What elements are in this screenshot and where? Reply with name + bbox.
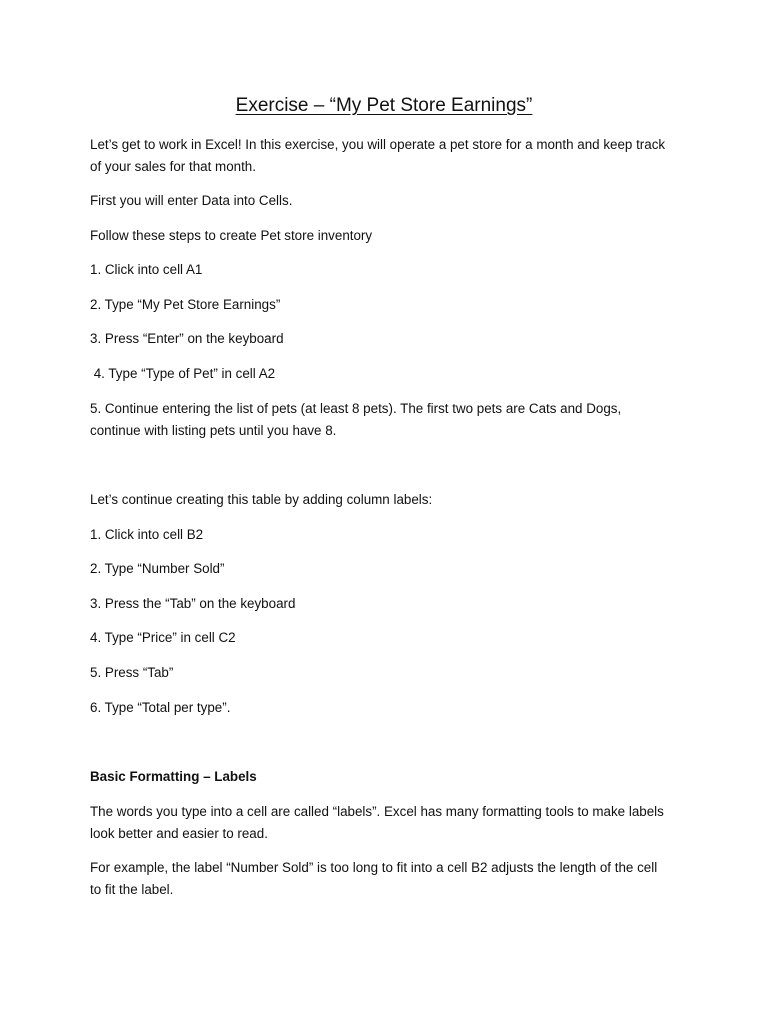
enter-data-paragraph: First you will enter Data into Cells. — [90, 193, 293, 208]
formatting-paragraph-1: The words you type into a cell are called “labels”. Excel has many formatting tools to make labels look better and easier to read. — [90, 804, 664, 841]
step-2-number-sold: 2. Type “Number Sold” — [90, 561, 225, 576]
step-1-click-b2: 1. Click into cell B2 — [90, 527, 204, 542]
formatting-paragraph-2: For example, the label “Number Sold” is too long to fit into a cell B2 adjusts the length of the cell to fit the label. — [90, 860, 658, 897]
step-6-total-per-type: 6. Type “Total per type”. — [90, 700, 231, 715]
step-1-click-a1: 1. Click into cell A1 — [90, 262, 203, 277]
step-5-list-pets: 5. Continue entering the list of pets (at least 8 pets). The first two pets are Cats and Dogs, continue with listing pets until you have 8. — [90, 401, 622, 438]
follow-steps-paragraph: Follow these steps to create Pet store inventory — [90, 228, 373, 243]
document-title: Exercise – “My Pet Store Earnings” — [235, 95, 533, 116]
step-2-type-title: 2. Type “My Pet Store Earnings” — [90, 297, 281, 312]
formatting-heading: Basic Formatting – Labels — [90, 769, 257, 784]
intro-paragraph: Let’s get to work in Excel! In this exercise, you will operate a pet store for a month and keep track of your sales for that month. — [90, 137, 666, 174]
step-4-price: 4. Type “Price” in cell C2 — [90, 630, 236, 645]
step-3-press-enter: 3. Press “Enter” on the keyboard — [90, 331, 284, 346]
step-3-press-tab: 3. Press the “Tab” on the keyboard — [90, 596, 296, 611]
step-4-type-of-pet: 4. Type “Type of Pet” in cell A2 — [90, 366, 276, 381]
step-5-press-tab: 5. Press “Tab” — [90, 665, 174, 680]
continue-heading: Let’s continue creating this table by adding column labels: — [90, 492, 433, 507]
